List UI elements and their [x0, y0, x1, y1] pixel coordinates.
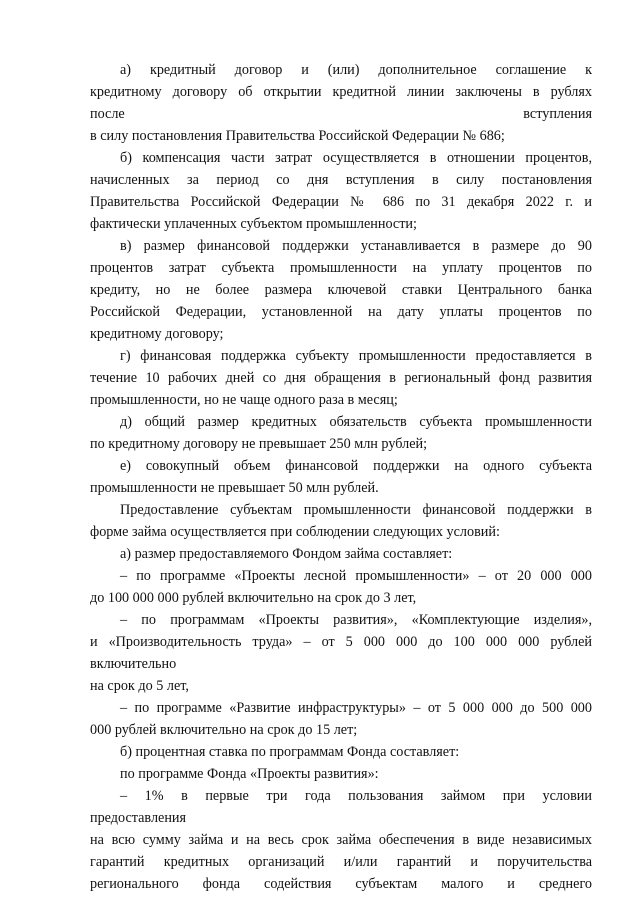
text-line: и «Производительность труда» – от 5 000 000 до 100 000 000 рублей	[90, 634, 592, 650]
text-line: кредитному договору;	[90, 326, 224, 342]
text-line: промышленности, но не чаще одного раза в месяц;	[90, 392, 398, 408]
text-line: регионального фонда содействия субъектам малого и среднего	[90, 876, 592, 892]
text-line: по кредитному договору не превышает 250 млн рублей;	[90, 436, 428, 452]
text-line: процентов затрат субъекта промышленности на уплату процентов по	[90, 260, 592, 276]
text-line: до 100 000 000 рублей включительно на срок до 3 лет,	[90, 590, 417, 606]
text-line: на срок до 5 лет,	[90, 678, 189, 694]
text-line: в) размер финансовой поддержки устанавливается в размере до 90	[120, 238, 592, 254]
text-line: промышленности не превышает 50 млн рублей.	[90, 480, 379, 496]
text-line: после	[90, 106, 125, 122]
text-line: по программе Фонда «Проекты развития»:	[120, 766, 379, 782]
text-line: – по программам «Проекты развития», «Комплектующие изделия»,	[120, 612, 592, 628]
text-line: – по программе «Проекты лесной промышленности» – от 20 000 000	[120, 568, 592, 584]
text-line: – 1% в первые три года пользования займом при условии	[120, 788, 592, 804]
text-line: 000 рублей включительно на срок до 15 лет;	[90, 722, 358, 738]
text-line: г) финансовая поддержка субъекту промышленности предоставляется в	[120, 348, 592, 364]
text-line: в силу постановления Правительства Российской Федерации № 686;	[90, 128, 505, 144]
text-line: предоставления	[90, 810, 187, 826]
text-line: д) общий размер кредитных обязательств субъекта промышленности	[120, 414, 592, 430]
text-line: Правительства Российской Федерации № 686 по 31 декабря 2022 г. и	[90, 194, 592, 210]
text-line: начисленных за период со дня вступления в силу постановления	[90, 172, 592, 188]
text-line: а) кредитный договор и (или) дополнительное соглашение к	[120, 62, 592, 78]
text-line: б) компенсация части затрат осуществляется в отношении процентов,	[120, 150, 592, 166]
text-line: б) процентная ставка по программам Фонда составляет:	[120, 744, 460, 760]
text-line: кредитному договору об открытии кредитной линии заключены в рублях	[90, 84, 592, 100]
text-line: Предоставление субъектам промышленности финансовой поддержки в	[120, 502, 592, 518]
text-line: вступления	[523, 106, 592, 122]
text-line: включительно	[90, 656, 177, 672]
text-line: кредиту, но не более размера ключевой ставки Центрального банка	[90, 282, 592, 298]
text-line: Российской Федерации, установленной на дату уплаты процентов по	[90, 304, 592, 320]
text-line: гарантий кредитных организаций и/или гарантий и поручительства	[90, 854, 592, 870]
text-line: а) размер предоставляемого Фондом займа составляет:	[120, 546, 453, 562]
text-line: форме займа осуществляется при соблюдении следующих условий:	[90, 524, 500, 540]
text-line: е) совокупный объем финансовой поддержки на одного субъекта	[120, 458, 592, 474]
text-line: – по программе «Развитие инфраструктуры» – от 5 000 000 до 500 000	[120, 700, 592, 716]
text-line: течение 10 рабочих дней со дня обращения в региональный фонд развития	[90, 370, 592, 386]
text-line: фактически уплаченных субъектом промышленности;	[90, 216, 417, 232]
text-line: на всю сумму займа и на весь срок займа обеспечения в виде независимых	[90, 832, 592, 848]
